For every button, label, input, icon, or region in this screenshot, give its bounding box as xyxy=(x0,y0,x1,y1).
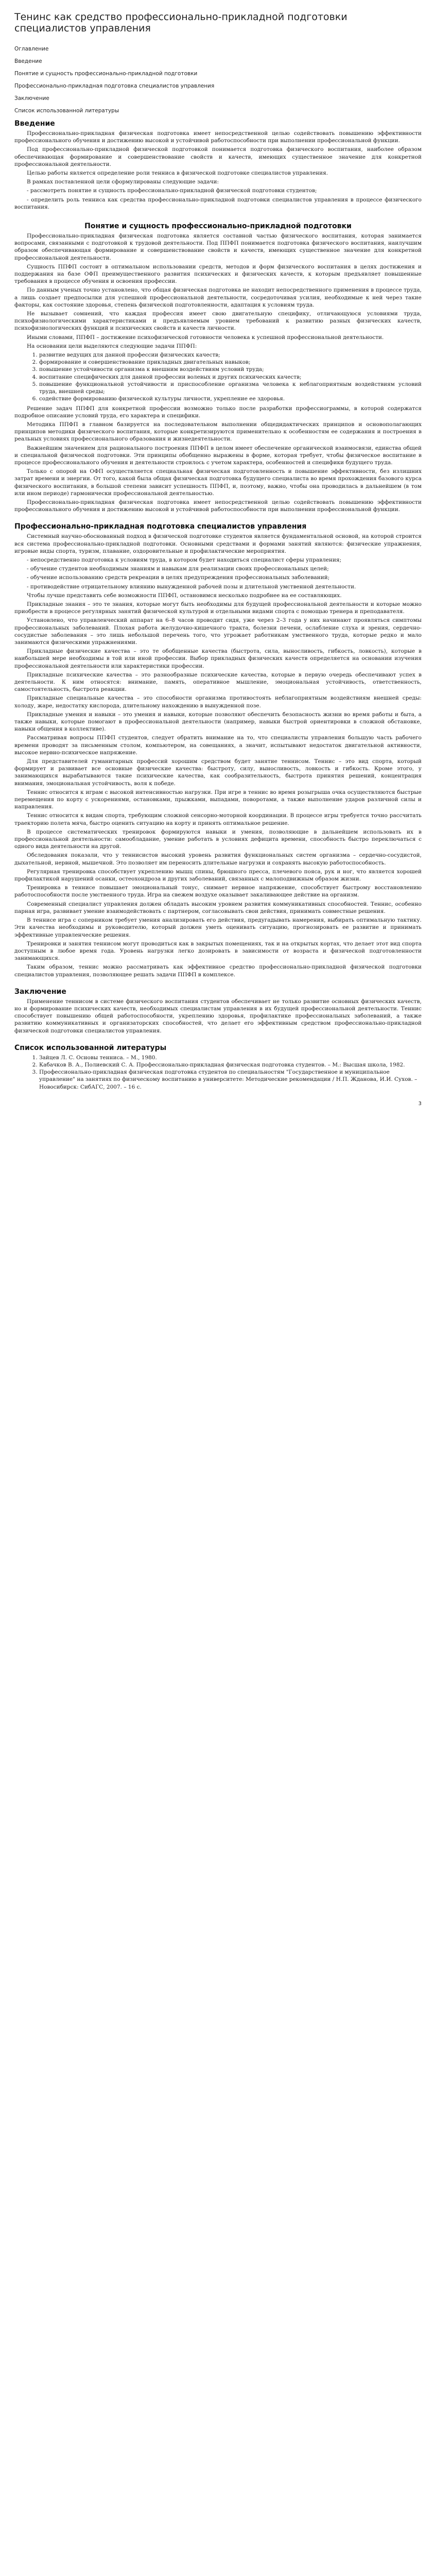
paragraph: Только с опорой на ОФП осуществляется специальная физическая подготовленность и повышение эффективности, без излишних затрат времени и энергии. От того, какой была общая физическая подготовка будущего специалиста во время прохождения базового курса физического воспитания, в большой степени зависит успешность ППФП, и, поэтому, важно, чтобы она проводилась в дальнейшем (в том или ином периоде) гармонически профессиональной деятельностью. xyxy=(14,468,422,497)
toc-item[interactable]: Понятие и сущность профессионально-прикладной подготовки xyxy=(14,71,198,77)
paragraph: В процессе систематических тренировок формируются навыки и умения, позволяющие в дальнейшем использовать их в профессиональной деятельности: самообладание, умение работать в условиях дефицита времени, способность быстро переключаться с одного вида деятельности на другой. xyxy=(14,828,422,850)
list-item: 5. повышение функциональной устойчивости и приспособление организма человека к неблагоприятным воздействиям условий труда, внешней среды; xyxy=(39,381,422,395)
conclusion-text xyxy=(14,998,422,1035)
reference-item: 1. Зайцев Л. С. Основы тенниса. – М., 1980. xyxy=(39,1054,422,1061)
paragraph: Под профессионально-прикладной физической подготовкой понимается подготовка физического воспитания, наиболее образом обеспечивающая формирование и совершенствование свойств и качеств, имеющих существенное значение для конкретной профессиональной деятельности. xyxy=(14,146,422,167)
toc-item[interactable]: Заключение xyxy=(14,95,49,101)
paragraph: Таким образом, теннис можно рассматривать как эффективное средство профессионально-прикладной физической подготовки специалистов управления, позволяющее решать задачи ППФП в комплексе. xyxy=(14,964,422,978)
paragraph: Применение теннисом в системе физического воспитания студентов обеспечивает не только развитие основных физических качеств, но и формирование психических качеств, необходимых специалистам управления в их будущей профессиональной деятельности. Теннис способствует повышению общей работоспособности, укреплению здоровья, профилактике профессиональных заболеваний, а также развитию коммуникативных и организаторских способностей, что делает его эффективным средством профессионально-прикладной физической подготовки специалистов управления. xyxy=(14,998,422,1034)
list-item: 2. формирование и совершенствование прикладных двигательных навыков; xyxy=(39,359,422,366)
section-heading-references: Список использованной литературы xyxy=(14,1043,167,1052)
paragraph: Чтобы лучше представить себе возможности ППФП, остановимся несколько подробнее на ее составляющих. xyxy=(27,592,342,599)
paragraph: Сущность ППФП состоит в оптимальном использовании средств, методов и форм физического воспитания в целях достижения и поддержания на базе ОФП преимущественного развития психических и физических качеств, к которым предъявляет повышенные требования в процессе обучения и освоения профессии. xyxy=(14,263,422,285)
paragraph: Прикладные умения и навыки – это умения и навыки, которые позволяют обеспечить безопасность жизни во время работы и быта, а также навыки, которые помогают в профессиональной деятельности (например, навыки быстрой ориентировки в сложной обстановке, навыки общения в коллективе). xyxy=(14,711,422,733)
section-heading-intro: Введение xyxy=(14,120,55,128)
paragraph: Профессионально-прикладная физическая подготовка является составной частью физического воспитания, которая занимается вопросами, связанными с подготовкой к трудовой деятельности. Под ППФП понимается подготовка физического воспитания, наилучшим образом обеспечивающая формирование и совершенствование свойств и качеств, имеющих существенное значение для конкретной профессиональной деятельности. xyxy=(14,233,422,261)
intro-text xyxy=(14,130,422,211)
paragraph: Целью работы является определение роли тенниса в физической подготовке специалистов управления. xyxy=(27,170,328,177)
paragraph: Не вызывает сомнений, что каждая профессия имеет свою двигательную специфику, отличающуюся условиями труда, психофизиологическими характеристиками и предъявляемым уровнем требований к развитию разных физических качеств, психофизиологических функций и психических свойств и качеств личности. xyxy=(14,311,422,332)
paragraph: Обследования показали, что у теннисистов высокий уровень развития функциональных систем организма – сердечно-сосудистой, дыхательной, нервной, мышечной. Это позволяет им переносить длительные нагрузки и сохранять высокую работоспособность. xyxy=(14,852,422,866)
reference-item: 3. Профессионально-прикладная физическая подготовка студентов по специальностям "Государственное и муниципальное управление" на занятиях по физическому воспитанию в университете: Методические рекомендации / Н.П. Жданова, И.И. Сухов. – Новосибирск: СибАГС, 2007. – 16 с. xyxy=(39,1069,422,1091)
toc-item[interactable]: Список использованной литературы xyxy=(14,108,119,114)
paragraph: Современный специалист управления должен обладать высоким уровнем развития коммуникативных способностей. Теннис, особенно парная игра, развивает умение взаимодействовать с партнером, согласовывать свои действия, принимать совместные решения. xyxy=(14,901,422,914)
paragraph: Прикладные специальные качества – это способности организма противостоять неблагоприятным воздействиям внешней среды: холоду, жаре, недостатку кислорода, длительному нахождению в вынужденной позе. xyxy=(14,695,422,709)
paragraph: - рассмотреть понятие и сущность профессионально-прикладной физической подготовки студентов; xyxy=(27,188,317,194)
paragraph: В теннисе игра с соперником требует умения анализировать его действия, предугадывать намерения, выбирать оптимальную тактику. Эти качества необходимы и руководителю, который должен уметь оценивать ситуацию, прогнозировать ее развитие и принимать эффективные управленческие решения. xyxy=(14,917,422,938)
section-heading-management: Профессионально-прикладная подготовка специалистов управления xyxy=(14,522,307,531)
paragraph: Тренировки и занятия теннисом могут проводиться как в закрытых помещениях, так и на открытых кортах, что делает этот вид спорта доступным в любое время года. Уровень нагрузки легко дозировать в зависимости от возраста и физической подготовленности занимающихся. xyxy=(14,940,422,962)
document-page xyxy=(0,0,436,1120)
concept-text xyxy=(14,232,422,513)
paragraph: Прикладные знания – это те знания, которые могут быть необходимы для будущей профессиональной деятельности и которые можно приобрести в процессе регулярных занятий физической культурой и отдельными видами спорта с помощью тренера и преподавателя. xyxy=(14,601,422,615)
paragraph: - определить роль тенниса как средства профессионально-прикладной подготовки специалистов управления в процессе физического воспитания. xyxy=(14,196,422,210)
paragraph: Для представителей гуманитарных профессий хорошим средством будет занятие теннисом. Теннис – это вид спорта, который формирует и развивает все основные физические качества: быстроту, силу, выносливость, ловкость и гибкость. Кроме этого, у занимающихся вырабатываются такие психические качества, как сообразительность, быстрота принятия решений, концентрация внимания, эмоциональная устойчивость, воля к победе. xyxy=(14,758,422,787)
list-item: 4. воспитание специфических для данной профессии волевых и других психических качеств; xyxy=(39,374,422,381)
paragraph: Решение задач ППФП для конкретной профессии возможно только после разработки профессиограммы, в которой содержатся подробное описание условий труда, его характера и специфики. xyxy=(14,405,422,419)
management-text xyxy=(14,533,422,978)
paragraph: - обучение студентов необходимым знаниям и навыкам для реализации своих профессиональных целей; xyxy=(27,566,329,572)
paragraph: Системный научно-обоснованный подход в физической подготовке студентов является фундаментальной основой, на которой строится вся система профессионально-прикладной подготовки. Основными средствами и формами занятий являются: физические упражнения, игровые виды спорта, туризм, плавание, оздоровительные и профилактические мероприятия. xyxy=(14,533,422,554)
paragraph: - непосредственно подготовка к условиям труда, в котором будет находиться специалист сферы управления; xyxy=(27,556,342,563)
section-heading-conclusion: Заключение xyxy=(14,987,66,996)
reference-item: 2. Кабачков В. А., Полиевский С. А. Профессионально-прикладная физическая подготовка студентов. – М.: Высшая школа, 1982. xyxy=(39,1061,422,1069)
paragraph: На основании цели выделяются следующие задачи ППФП: xyxy=(27,343,197,349)
section-heading-concept: Понятие и сущность профессионально-прикладной подготовки xyxy=(84,222,352,231)
page-title: Тенинс как средство профессионально-прикладной подготовки специалистов управления xyxy=(14,11,347,34)
toc-item[interactable]: Оглавление xyxy=(14,46,49,52)
toc-item[interactable]: Профессионально-прикладная подготовка специалистов управления xyxy=(14,83,215,89)
paragraph: Прикладные физические качества – это те обобщенные качества (быстрота, сила, выносливость, гибкость, ловкость), которые в наибольшей мере необходимы в той или иной профессии. Выбор прикладных физических качеств определяется на основании изучения профессиональной деятельности или характеристики профессии. xyxy=(14,648,422,669)
paragraph: По данным ученых точно установлено, что общая физическая подготовка не находит непосредственного применения в процессе труда, а лишь создает предпосылки для успешной профессиональной деятельности, сосредоточивая усилия, необходимые к ней через такие факторы, как состояние здоровья, степень физической подготовленности, адаптация к условиям труда. xyxy=(14,287,422,308)
paragraph: Теннис относится к видам спорта, требующим сложной сенсорно-моторной координации. В процессе игры требуется точно рассчитать траекторию полета мяча, быстро оценить ситуацию на корту и принять оптимальное решение. xyxy=(14,812,422,826)
paragraph: Иными словами, ППФП – достижение психофизической готовности человека к успешной профессиональной деятельности. xyxy=(27,334,384,341)
list-item: 1. развитие ведущих для данной профессии физических качеств; xyxy=(39,351,422,359)
reference-list xyxy=(14,1054,422,1091)
paragraph: Теннис относится к играм с высокой интенсивностью нагрузки. При игре в теннис во время розыгрыша очка осуществляются быстрые перемещения по корту с ускорениями, остановками, прыжками, выпадами, поворотами, а также выполнение ударов различной силы и направления. xyxy=(14,789,422,810)
paragraph: - обучение использованию средств рекреации в целях предупреждения профессиональных заболеваний; xyxy=(27,574,330,581)
paragraph: Методика ППФП в главном базируется на последовательном выполнении общедидактических принципов и основополагающих принципов методики физического воспитания, которые конкретизируются применительно к особенностям ее содержания и построения в реальных условиях профессионального образования и жизнедеятельности. xyxy=(14,421,422,443)
paragraph: Профессионально-прикладная физическая подготовка имеет непосредственной целью содействовать повышению эффективности профессионального обучения и достижению высокой и устойчивой работоспособности при выполнении профессиональной функции. xyxy=(14,499,422,513)
task-list xyxy=(14,351,422,402)
paragraph: Важнейшим значением для рационального построения ППФП в целом имеет обеспечение органической взаимосвязи, единства общей и специальной физической подготовки. Эти принципы обобщенно выражены в форме, которая требует, чтобы физическое воспитание в процессе профессионального обучения и деятельности строилось с учетом характера, особенностей и специфики будущего труда. xyxy=(14,445,422,466)
table-of-contents xyxy=(14,45,422,114)
paragraph: Регулярная тренировка способствует укреплению мышц спины, брюшного пресса, плечевого пояса, рук и ног, что является хорошей профилактикой нарушений осанки, остеохондроза и других заболеваний, связанных с малоподвижным образом жизни. xyxy=(14,868,422,883)
paragraph: Прикладные психические качества – это разнообразные психические качества, которые в первую очередь обеспечивают успех в деятельности. К ним относятся: внимание, память, оперативное мышление, эмоциональная устойчивость, ответственность, самостоятельность, быстрота реакции. xyxy=(14,671,422,693)
list-item: 6. содействие формированию физической культуры личности, укрепление ее здоровья. xyxy=(39,395,422,402)
paragraph: Рассматривая вопросы ППФП студентов, следует обратить внимание на то, что специалисты управления большую часть рабочего времени проводят за письменным столом, компьютером, на совещаниях, а значит, испытывают недостаток двигательной активности, высокое нервно-психическое напряжение. xyxy=(14,735,422,756)
toc-item[interactable]: Введение xyxy=(14,58,42,64)
paragraph: В рамках поставленной цели сформулированы следующие задачи: xyxy=(27,179,219,185)
page-number: 3 xyxy=(418,1100,422,1107)
paragraph: Тренировка в теннисе повышает эмоциональный тонус, снимает нервное напряжение, способствует быстрому восстановлению работоспособности после умственного труда. Игра на свежем воздухе оказывает закаливающее действие на организм. xyxy=(14,885,422,899)
paragraph: Установлено, что управленческий аппарат на 6–8 часов проводит сидя, уже через 2–3 года у них начинают проявляться симптомы профессиональных заболеваний. Плохая работа желудочно-кишечного тракта, болезни печени, ослабление слуха и зрения, сердечно-сосудистые заболевания – это лишь небольшой перечень того, что угрожает работникам умственного труда, которые редко и мало занимаются физическими упражнениями. xyxy=(14,617,422,646)
paragraph: Профессионально-прикладная физическая подготовка имеет непосредственной целью содействовать повышению эффективности профессионального обучения и достижению высокой и устойчивой работоспособности при выполнении профессиональной функции. xyxy=(14,130,422,144)
paragraph: - противодействие отрицательному влиянию вынужденной рабочей позы и длительной умственной деятельности. xyxy=(27,583,356,590)
list-item: 3. повышение устойчивости организма к внешним воздействиям условий труда; xyxy=(39,366,422,373)
